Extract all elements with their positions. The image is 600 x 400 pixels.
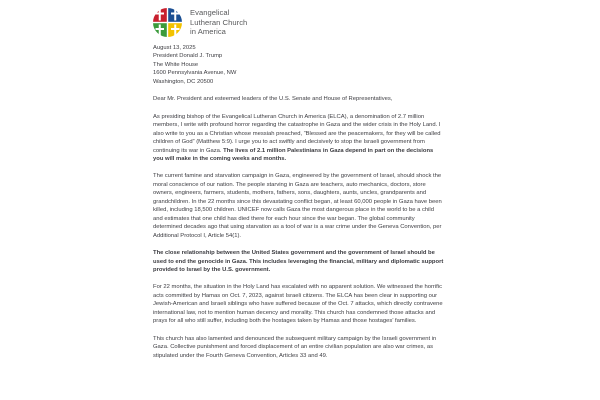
wordmark-line-2: Lutheran Church [190,17,248,27]
para-4 [153,283,445,325]
emphasis-run: The close relationship between the United States government and the government of Israel should be used to end the genocide in Gaza. This includes leveraging the financial, military and diplomatic support provided to Israel by the U.S. government. [153,250,444,273]
recipient-street: 1600 Pennsylvania Avenue, NW [153,70,237,77]
salutation: Dear Mr. President and esteemed leaders of the U.S. Senate and House of Representatives, [153,96,393,103]
address-block [153,44,445,86]
recipient-name: President Donald J. Trump [153,53,223,60]
text-run: The current famine and starvation campaign in Gaza, engineered by the government of Israel, should shock the moral conscience of our nation. The people starving in Gaza are teachers, auto mechanics, doctors, store owners, engineers, farmers, students, mothers, fathers, sons, daughters, aunts, uncles, grandparents and grandchildren. In the 22 months since this devastating conflict began, at least 60,000 people in Gaza have been killed, including 18,500 children. UNICEF now calls Gaza the most dangerous place in the world to be a child and estimates that one child has died there for each hour since the war began. The global community determined decades ago that using starvation as a tool of war is a war crime under the Geneva Convention, per Additional Protocol I, Article 54(1). [153,173,442,239]
para-1 [153,113,445,164]
letter-body [153,44,445,369]
text-run: For 22 months, the situation in the Holy Land has escalated with no apparent solution. We witnessed the horrific acts committed by Hamas on Oct. 7, 2023, against Israeli citizens. The ELCA has been clear in supporting our Jewish-American and Israeli siblings who have suffered because of the Oct. 7 attacks, which directly contravene international law, not to mention human decency and morality. This church has condemned those attacks and prays for all who still suffer, including both the hostages taken by Hamas and those hostages’ families. [153,284,443,325]
letterhead [152,7,247,38]
letter-date: August 13, 2025 [153,45,196,51]
text-run: As presiding bishop of the Evangelical Lutheran Church in America (ELCA), a denomination of 2.7 million members, I write with profound horror regarding the catastrophe in Gaza and the wider crisis in the Holy Land. I also write to you as a Christian whose messiah preached, “Blessed are the peacemakers, for they will be called children of God” (Matthew 5:9). I urge you to act swiftly and decisively to stop the Israeli government from continuing its war in Gaza. [153,113,441,154]
wordmark-line-3: in America [190,27,226,37]
para-3 [153,249,445,274]
recipient-city-state-zip: Washington, DC 20500 [153,78,214,85]
para-5 [153,335,445,360]
text-run: This church has also lamented and denounced the subsequent military campaign by the Israeli government in Gaza. Collective punishment and forced displacement of an entire civilian population are also war crimes, as stipulated under the Fourth Geneva Convention, Articles 33 and 49. [153,335,437,359]
elca-wordmark [190,8,247,36]
elca-cross-logo-icon [152,7,183,38]
letter-paragraphs [153,113,445,360]
wordmark-line-1: Evangelical [190,8,230,18]
emphasis-run: The lives of 2.1 million Palestinians in Gaza depend in part on the decisions you will make in the coming weeks and months. [153,147,434,162]
para-2 [153,172,445,240]
recipient-place: The White House [153,61,199,68]
